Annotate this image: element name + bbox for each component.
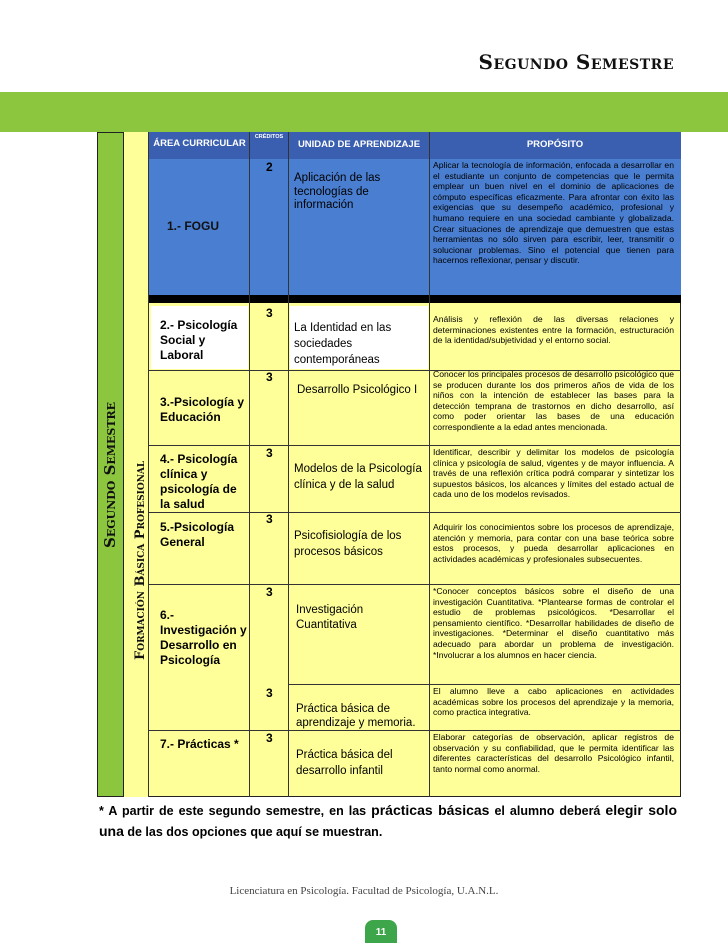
footnote-part5: de las dos opciones que aquí se muestran. [123,825,383,839]
row-divider [289,684,681,685]
credits-row4: 3 [266,446,273,460]
footnote-emphasis-1: prácticas básicas [371,802,490,818]
page-footer: Licenciatura en Psicología. Facultad de Psicología, U.A.N.L. [229,885,499,897]
page-number: 11 [365,920,397,943]
subject-investigacion: 6.- Investigación y Desarrollo en Psicología [160,608,247,667]
subject-fogu: 1.- FOGU [167,219,220,233]
green-band [0,92,728,132]
purpose-row5: Adquirir los conocimientos sobre los procesos de aprendizaje, atención y memoria, para contar con una base teórica sobre estos procesos, y pueda desarrollar aplicaciones en actividades académicas y profesionales subsecuentes. [433,522,674,564]
col-divider-3 [429,132,430,797]
header-credits: CRÉDITOS [254,134,284,140]
header-purpose: PROPÓSITO [526,139,584,150]
col-divider-2 [288,132,289,797]
credits-fogu: 2 [266,160,273,174]
header-area: ÁREA CURRICULAR [153,138,246,149]
unit-psicofisiologia: Psicofisiología de los procesos básicos [294,530,402,558]
footnote [99,800,677,842]
footnote-emphasis-2: elegir solo una [99,802,677,839]
unit-desarrollo: Desarrollo Psicológico I [297,384,418,396]
area-vertical-label: Formación Básica Profesional [133,460,148,660]
row-divider [149,445,681,446]
purpose-row2: Análisis y reflexión de las diversas relaciones y determinaciones existentes entre la formación, estructuración de la identidad/subjetividad y el entorno social. [433,314,674,346]
unit-practica-aprendizaje: Práctica básica de aprendizaje y memoria. [296,703,416,729]
credits-row7a: 3 [266,686,273,700]
row-divider [149,730,681,731]
col-divider-1 [249,132,250,797]
purpose-row7a: El alumno lleve a cabo aplicaciones en actividades académicas sobre los procesos del aprendizaje y la memoria, como practica integrativa. [433,686,674,718]
row-divider-stripe [149,295,681,303]
purpose-row4: Identificar, describir y delimitar los modelos de psicología clínica y psicología de salud, vigentes y de mayor influencia. A través de una reflexión crítica podrá comparar y sintetizar los supuestos básicos, los alcances y límites del estado actual de cada uno de los modelos revisados. [433,447,674,500]
purpose-row6: *Conocer conceptos básicos sobre el diseño de una investigación Cuantitativa. *Plantearse formas de controlar el estudio de problemas psicológicos. *Desarrollar el pensamiento científico. *Desarrollar habilidades de diseño de investigaciones. *Determinar el diseño cuantitativo más adecuado para abordar un problema de investigación. *Involucrar a los alumnos en hacer ciencia. [433,586,674,660]
credits-row3: 3 [266,370,273,384]
credits-row7b: 3 [266,731,273,745]
unit-practica-infantil: Práctica básica del desarrollo infantil [296,749,393,777]
row-divider [149,512,681,513]
page-title: Segundo Semestre [478,50,674,74]
footnote-part3: el alumno deberá [489,804,606,818]
purpose-row7b: Elaborar categorías de observación, aplicar registros de observación y su confiabilidad, que le permita identificar las diferentes características del desarrollo Psicológico infantil, tanto normal como anormal. [433,732,674,774]
unit-fogu: Aplicación de las tecnologías de información [294,172,381,211]
purpose-row3: Conocer los principales procesos de desarrollo psicológico que se producen durante los dos primeros años de vida de los niños con la intención de establecer las bases para la detección temprana de trastornos en dicho desarrollo, así como poder orientar las bases de una educación correspondiente a la edad antes mencionada. [433,369,674,432]
unit-modelos: Modelos de la Psicología clínica y de la salud [294,463,422,491]
credits-row6: 3 [266,585,273,599]
credits-row2: 3 [266,306,273,320]
footnote-part1: * A partir de este segundo semestre, en las [99,804,372,818]
subject-psicologia-educacion: 3.-Psicología y Educación [160,395,245,424]
purpose-fogu: Aplicar la tecnología de información, enfocada a desarrollar en el estudiante un conjunto de competencias que le permita emplear un buen nivel en el dominio de aplicaciones de cómputo específicas eficazmente. Para afrontar con éxito las exigencias que su desempeño académico, profesional y humano requiere en una sociedad cambiante y globalizada. Crear situaciones de aprendizaje que demuestren que estas herramientas no sólo sirven para escribir, leer, transmitir o solucionar problemas. Sino el potencial que tienen para hacernos reflexionar, pensar y discutir. [433,160,674,266]
unit-identidad: La Identidad en las sociedades contemporáneas [294,322,392,366]
subject-psicologia-general: 5.-Psicología General [160,520,235,549]
semester-vertical-label: Segundo Semestre [101,401,119,548]
header-unit: UNIDAD DE APRENDIZAJE [297,139,421,150]
subject-practicas: 7.- Prácticas * [160,737,239,751]
row-divider [149,584,681,585]
credits-row5: 3 [266,512,273,526]
unit-investigacion: Investigación Cuantitativa [296,604,364,631]
subject-psicologia-social: 2.- Psicología Social y Laboral [160,318,238,362]
subject-psicologia-clinica: 4.- Psicología clínica y psicología de la salud [160,452,238,511]
